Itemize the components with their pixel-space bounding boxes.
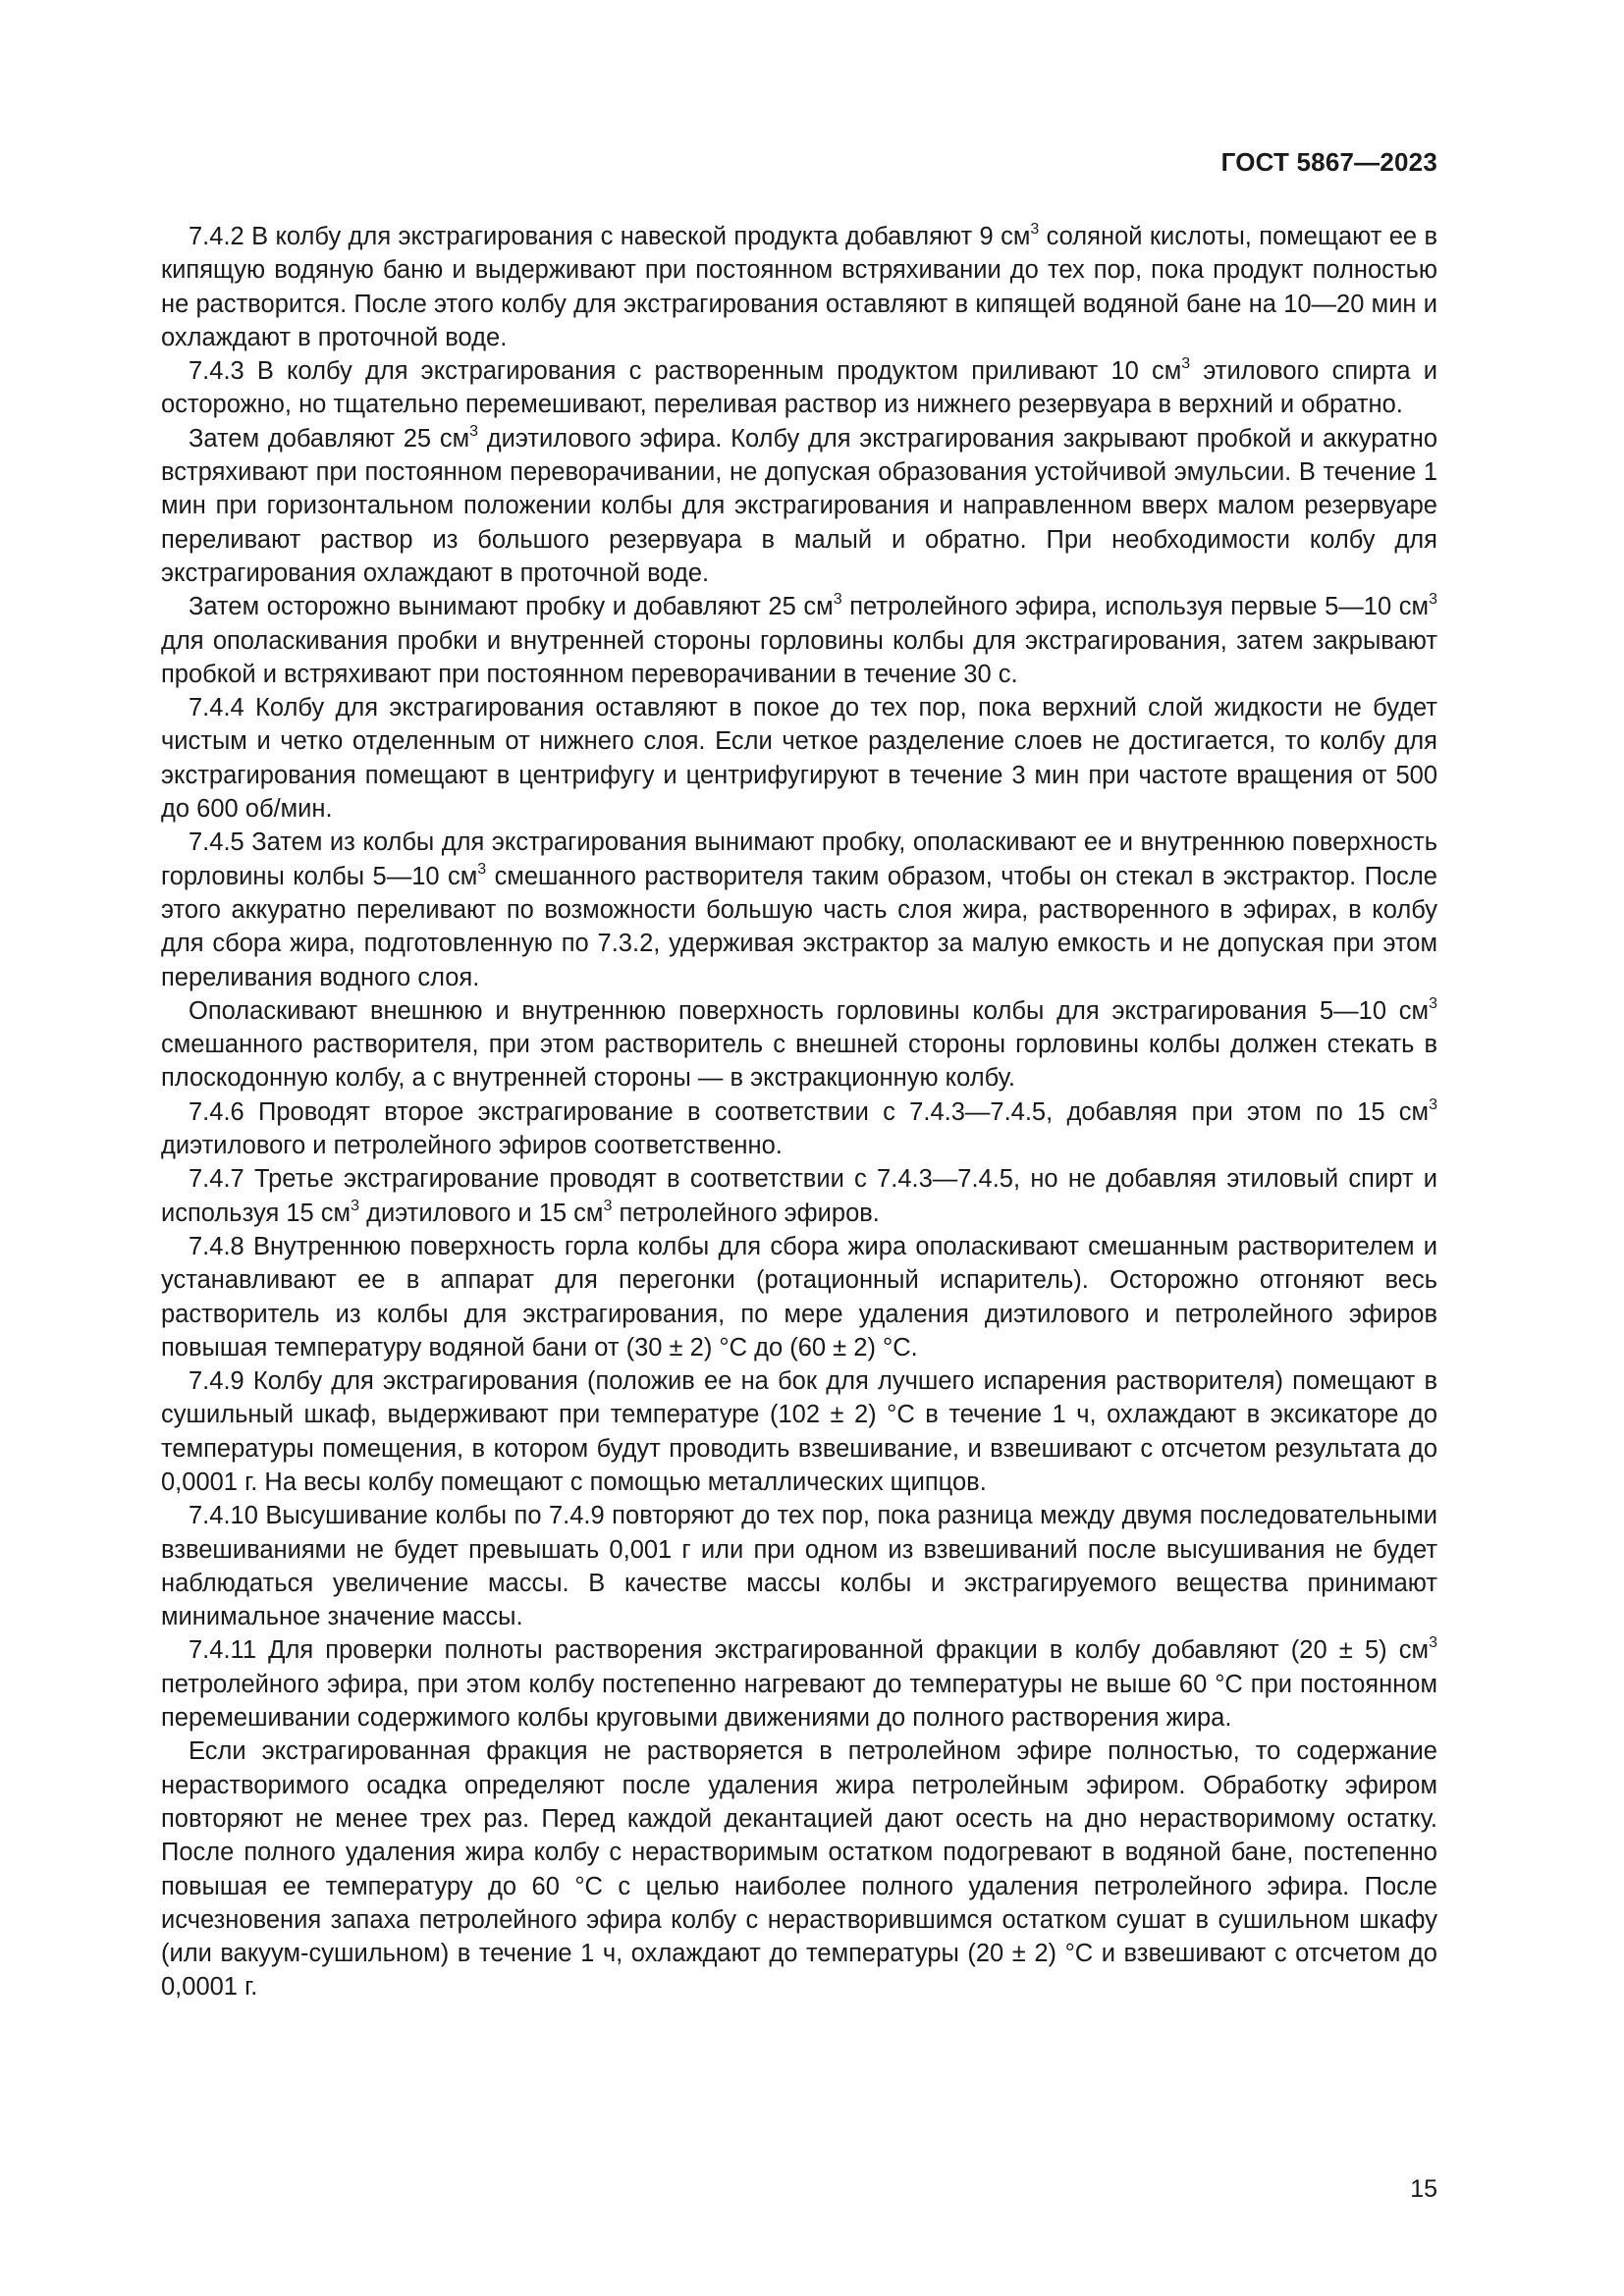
superscript: 3 bbox=[1030, 221, 1040, 238]
paragraph-p-7-4-9 bbox=[161, 1364, 1437, 1499]
paragraph-p-7-4-11 bbox=[161, 1633, 1437, 1735]
text-segment: 7.4.4 Колбу для экстрагирования оставляют в покое до тех пор, пока верхний слой жидкости не будет чистым и четко отделенным от нижнего слоя. Если четкое разделение слоев не достигается, то колбу для экстрагирования помещают в центрифугу и центрифугируют в течение 3 мин при частоте вращения от 500 до 600 об/мин. bbox=[161, 694, 1437, 824]
superscript: 3 bbox=[1429, 591, 1437, 609]
paragraph-p-7-4-3-b bbox=[161, 422, 1437, 590]
text-segment: соляной кислоты, помещают ее в кипящую водяную баню и выдерживают при постоянном встряхивании до тех пор, пока продукт полностью не растворится. После этого колбу для экстрагирования оставляют в кипящей водяной бане на 10—20 мин и охлаждают в проточной воде. bbox=[161, 223, 1438, 351]
text-segment: 7.4.8 Внутреннюю поверхность горла колбы для сбора жира ополаскивают смешанным растворителем и устанавливают ее в аппарат для перегонки (ротационный испаритель). Осторожно отгоняют весь растворитель из колбы для экстрагирования, по мере удаления диэтилового и петролейного эфиров повышая температуру водяной бани от (30 ± 2) °С до (60 ± 2) °С. bbox=[161, 1232, 1437, 1362]
superscript: 3 bbox=[603, 1197, 613, 1214]
text-segment: смешанного растворителя таким образом, чтобы он стекал в экстрактор. После этого аккуратно переливают по возможности большую часть слоя жира, растворенного в эфирах, в колбу для сбора жира, подготовленную по 7.3.2, удерживая экстрактор за малую емкость и не допуская при этом переливания водного слоя. bbox=[161, 862, 1437, 991]
text-segment: смешанного растворителя, при этом растворитель с внешней стороны горловины колбы должен стекать в плоскодонную колбу, а с внутренней стороны — в экстракционную колбу. bbox=[161, 1031, 1437, 1093]
text-segment: 7.4.6 Проводят второе экстрагирование в соответствии с 7.4.3—7.4.5, добавляя при этом по 15 см bbox=[189, 1097, 1430, 1126]
paragraph-p-7-4-5-b bbox=[161, 994, 1437, 1095]
superscript: 3 bbox=[833, 591, 842, 609]
text-segment: петролейного эфиров. bbox=[612, 1199, 880, 1227]
text-segment: диэтилового и 15 см bbox=[359, 1199, 604, 1227]
text-segment: 7.4.7 Третье экстрагирование проводят в соответствии с 7.4.3—7.4.5, но не добавляя этиловый спирт и используя 15 см bbox=[161, 1165, 1437, 1227]
paragraph-p-7-4-7 bbox=[161, 1162, 1437, 1230]
text-segment: 7.4.3 В колбу для экстрагирования с растворенным продуктом приливают 10 см bbox=[189, 357, 1182, 386]
paragraph-p-7-4-11-b bbox=[161, 1735, 1437, 2003]
text-segment: Затем осторожно вынимают пробку и добавляют 25 см bbox=[189, 593, 834, 621]
paragraph-p-7-4-4 bbox=[161, 691, 1437, 826]
text-segment: для ополаскивания пробки и внутренней стороны горловины колбы для экстрагирования, затем закрывают пробкой и встряхивают при постоянном переворачивании в течение 30 с. bbox=[161, 626, 1437, 688]
paragraph-p-7-4-5 bbox=[161, 826, 1437, 993]
text-segment: Если экстрагированная фракция не растворяется в петролейном эфире полностью, то содержание нерастворимого осадка определяют после удаления жира петролейным эфиром. Обработку эфиром повторяют не менее трех раз. Перед каждой декантацией дают осесть на дно нерастворимому остатку. После полного удаления жира колбу с нерастворимым остатком подогревают в водяной бане, постепенно повышая ее температуру до 60 °С с целью наиболее полного удаления петролейного эфира. После исчезновения запаха петролейного эфира колбу с нерастворившимся остатком сушат в сушильном шкафу (или вакуум-сушильном) в течение 1 ч, охлаждают до температуры (20 ± 2) °С и взвешивают с отсчетом до 0,0001 г. bbox=[161, 1737, 1437, 2002]
text-segment: диэтилового эфира. Колбу для экстрагирования закрывают пробкой и аккуратно встряхивают при постоянном переворачивании, не допуская образования устойчивой эмульсии. В течение 1 мин при горизонтальном положении колбы для экстрагирования и направленном вверх малом резервуаре переливают раствор из большого резервуара в малый и обратно. При необходимости колбу для экстрагирования охлаждают в проточной воде. bbox=[161, 424, 1437, 587]
text-segment: диэтилового и петролейного эфиров соответственно. bbox=[161, 1132, 783, 1160]
text-segment: Ополаскивают внешнюю и внутреннюю поверхность горловины колбы для экстрагирования 5—10 см bbox=[189, 996, 1430, 1025]
paragraph-p-7-4-10 bbox=[161, 1499, 1437, 1633]
paragraph-p-7-4-3-c bbox=[161, 590, 1437, 691]
superscript: 3 bbox=[1429, 1634, 1437, 1652]
page-number: 15 bbox=[1410, 2175, 1437, 2203]
superscript: 3 bbox=[351, 1197, 359, 1214]
text-segment: этилового спирта и осторожно, но тщательно перемешивают, переливая раствор из нижнего резервуара в верхний и обратно. bbox=[161, 357, 1437, 419]
superscript: 3 bbox=[469, 422, 479, 440]
paragraph-p-7-4-2 bbox=[161, 220, 1437, 354]
text-segment: 7.4.5 Затем из колбы для экстрагирования вынимают пробку, ополаскивают ее и внутреннюю поверхность горловины колбы 5—10 см bbox=[161, 828, 1437, 890]
text-segment: Затем добавляют 25 см bbox=[189, 424, 470, 453]
paragraph-p-7-4-6 bbox=[161, 1095, 1437, 1163]
superscript: 3 bbox=[1181, 355, 1191, 373]
text-segment: 7.4.11 Для проверки полноты растворения экстрагированной фракции в колбу добавляют (20 ± 5) см bbox=[189, 1636, 1430, 1665]
text-segment: петролейного эфира, при этом колбу постепенно нагревают до температуры не выше 60 °С при постоянном перемешивании содержимого колбы круговыми движениями до полного растворения жира. bbox=[161, 1670, 1437, 1733]
text-segment: 7.4.2 В колбу для экстрагирования с навеской продукта добавляют 9 см bbox=[189, 223, 1031, 250]
paragraph-p-7-4-8 bbox=[161, 1230, 1437, 1364]
text-segment: петролейного эфира, используя первые 5—10 см bbox=[841, 593, 1430, 621]
superscript: 3 bbox=[477, 860, 487, 878]
text-segment: 7.4.10 Высушивание колбы по 7.4.9 повторяют до тех пор, пока разница между двумя последовательными взвешиваниями не будет превышать 0,001 г или при одном из взвешиваний после высушивания не будет наблюдаться увеличение массы. В качестве массы колбы и экстрагируемого вещества принимают минимальное значение массы. bbox=[161, 1502, 1437, 1631]
superscript: 3 bbox=[1429, 994, 1437, 1012]
text-segment: 7.4.9 Колбу для экстрагирования (положив ее на бок для лучшего испарения растворителя) помещают в сушильный шкаф, выдерживают при температуре (102 ± 2) °С в течение 1 ч, охлаждают в эксикаторе до температуры помещения, в котором будут проводить взвешивание, и взвешивают с отсчетом результата до 0,0001 г. На весы колбу помещают с помощью металлических щипцов. bbox=[161, 1367, 1437, 1496]
superscript: 3 bbox=[1429, 1095, 1437, 1113]
paragraph-p-7-4-3 bbox=[161, 354, 1437, 422]
document-body bbox=[161, 220, 1437, 2004]
document-code-header: ГОСТ 5867—2023 bbox=[1220, 147, 1437, 177]
